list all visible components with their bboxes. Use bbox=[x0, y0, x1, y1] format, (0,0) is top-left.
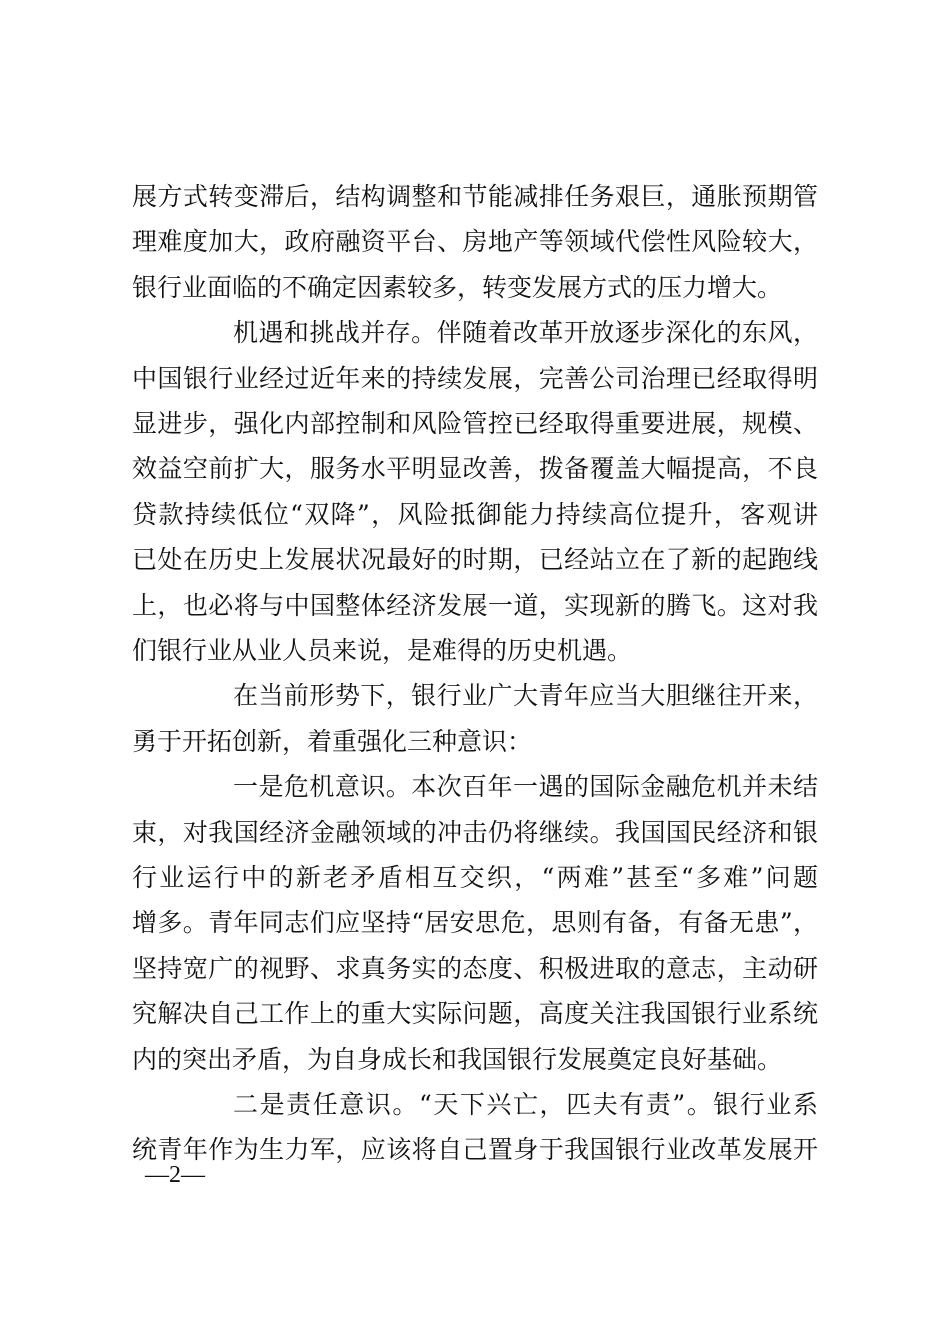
text-line: 们银行业从业人员来说，是难得的历史机遇。 bbox=[132, 636, 633, 665]
text-line: 中国银行业经过近年来的持续发展，完善公司治理已经取得明 bbox=[132, 363, 818, 393]
text-line: 贷款持续低位“双降”，风险抵御能力持续高位提升，客观讲 bbox=[132, 499, 818, 529]
text-line: 二是责任意识。“天下兴亡，匹夫有责”。银行业系 bbox=[233, 1090, 818, 1119]
text-line: 究解决自己工作上的重大实际问题，高度关注我国银行业系统 bbox=[132, 999, 818, 1029]
page-number: —2— bbox=[145, 1162, 205, 1188]
text-line: 银行业面临的不确定因素较多，转变发展方式的压力增大。 bbox=[132, 272, 783, 302]
text-line: 坚持宽广的视野、求真务实的态度、积极进取的意志，主动研 bbox=[132, 953, 818, 983]
text-line: 增多。青年同志们应坚持“居安思危，思则有备，有备无患”， bbox=[132, 908, 818, 938]
text-line: 已处在历史上发展状况最好的时期，已经站立在了新的起跑线 bbox=[132, 545, 818, 575]
text-line: 效益空前扩大，服务水平明显改善，拨备覆盖大幅提高，不良 bbox=[132, 454, 818, 484]
text-line: 勇于开拓创新，着重强化三种意识： bbox=[132, 726, 533, 756]
text-line: 一是危机意识。本次百年一遇的国际金融危机并未结 bbox=[233, 772, 818, 802]
text-line: 机遇和挑战并存。伴随着改革开放逐步深化的东风， bbox=[233, 318, 818, 348]
text-line: 内的突出矛盾，为自身成长和我国银行发展奠定良好基础。 bbox=[132, 1044, 783, 1074]
text-line: 显进步，强化内部控制和风险管控已经取得重要进展，规模、 bbox=[132, 409, 818, 438]
text-line: 在当前形势下，银行业广大青年应当大胆继往开来， bbox=[233, 681, 818, 711]
text-line: 行业运行中的新老矛盾相互交织，“两难”甚至“多难”问题 bbox=[132, 863, 818, 892]
text-line: 束，对我国经济金融领域的冲击仍将继续。我国国民经济和银 bbox=[132, 817, 818, 847]
text-line: 统青年作为生力军，应该将自己置身于我国银行业改革发展开 bbox=[132, 1135, 818, 1165]
text-line: 展方式转变滞后，结构调整和节能减排任务艰巨，通胀预期管 bbox=[132, 182, 818, 211]
text-line: 理难度加大，政府融资平台、房地产等领域代偿性风险较大， bbox=[132, 227, 818, 257]
text-line: 上，也必将与中国整体经济发展一道，实现新的腾飞。这对我 bbox=[132, 590, 818, 620]
